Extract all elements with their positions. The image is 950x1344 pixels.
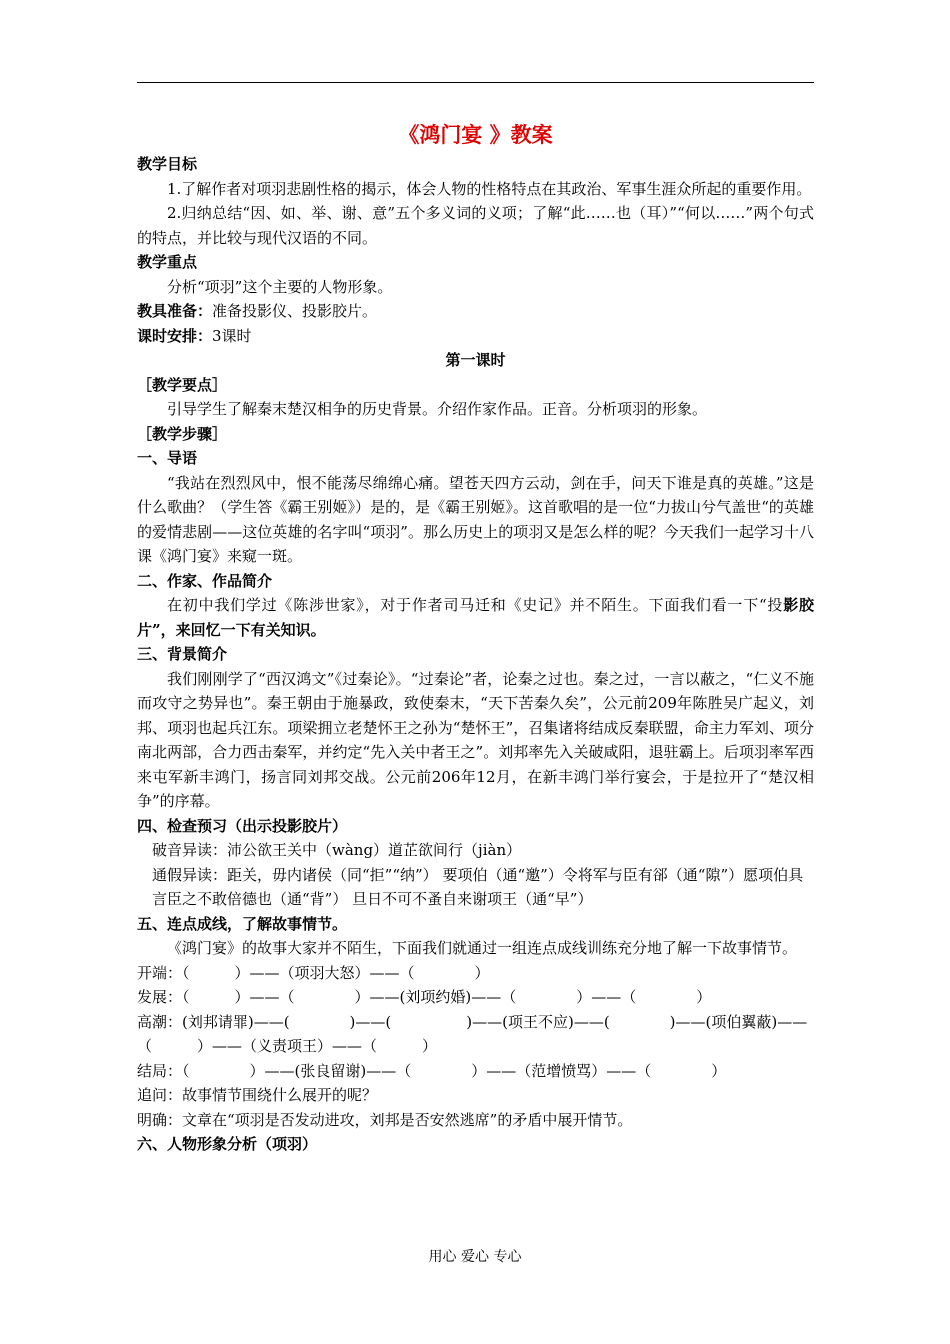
follow-up-answer: 明确：文章在“项羽是否发动进攻，刘邦是否安然逃席”的矛盾中展开情节。 [137, 1110, 633, 1129]
document-title: 《鸿门宴 》教案 [398, 122, 553, 147]
section-1-text: “我站在烈烈风中，恨不能荡尽绵绵心痛。望苍天四方云动，剑在手，问天下谁是真的英雄。”这是什么歌曲？（学生答《霸王别姬》）是的，是《霸王别姬》。这首歌唱的是一位“力拔山兮气盖世“的英雄的爱情悲剧——这位英雄的名字叫“项羽”。那么历史上的项羽又是怎么样的呢？今天我们一起学习十八课《鸿门宴》来窥一斑。 [137, 473, 814, 565]
section-2-text-plain: 在初中我们学过《陈涉世家》，对于作者司马迁和《史记》并不陌生。下面我们看一下“投 [167, 596, 784, 614]
section-4-line-2: 通假异读：距关，毋内诸侯（同“拒”“纳”） 要项伯（通“邀”）令将军与臣有郤（通“隙”）愿项伯具言臣之不敢倍德也（通“背”） 旦日不可不蚤自来谢项王（通“早”） [152, 865, 804, 908]
page-footer: 用心 爱心 专心 [428, 1249, 522, 1265]
schedule-line [137, 324, 814, 349]
section-6-heading: 六、人物形象分析（项羽） [137, 1135, 318, 1153]
plot-line-start: 开端：（ ）——（项羽大怒）——（ ） [137, 963, 490, 982]
follow-up-question: 追问：故事情节围绕什么展开的呢？ [137, 1086, 378, 1104]
focus-heading: 教学重点 [137, 253, 198, 271]
section-5-intro: 《鸿门宴》的故事大家并不陌生，下面我们就通过一组连点成线训练充分地了解一下故事情节。 [167, 939, 798, 957]
steps-label: ［教学步骤］ [137, 424, 228, 443]
tools-line [137, 299, 814, 324]
section-2-text-bold: 影胶片”，来回忆一下有关知识。 [137, 596, 814, 639]
lesson1-heading: 第一课时 [445, 351, 506, 369]
plot-line-development: 发展：（ ）——（ ）——(刘项约婚)——（ ）——（ ） [137, 988, 712, 1006]
document-body [137, 120, 814, 1157]
plot-line-ending: 结局：（ ）——(张良留谢)——（ ）——（范增愤骂）——（ ） [137, 1061, 727, 1080]
key-points-label: ［教学要点］ [137, 375, 228, 394]
tools-label: 教具准备： [137, 302, 213, 320]
objective-item-1: 1.了解作者对项羽悲剧性格的揭示，体会人物的性格特点在其政治、军事生涯众所起的重要作用。 [167, 179, 812, 198]
schedule-text: 3课时 [212, 326, 252, 345]
section-2-text [137, 593, 814, 642]
objectives-heading: 教学目标 [137, 155, 198, 173]
focus-text: 分析“项羽”这个主要的人物形象。 [167, 277, 393, 296]
header-rule [137, 82, 814, 83]
section-4-line-1: 破音异读：沛公欲王关中（wàng）道芷欲间行（jiàn） [152, 841, 522, 859]
section-5-heading: 五、连点成线，了解故事情节。 [137, 914, 348, 933]
schedule-label: 课时安排： [137, 326, 213, 345]
section-3-heading: 三、背景简介 [137, 645, 228, 663]
section-1-heading: 一、导语 [137, 449, 198, 467]
key-points-text: 引导学生了解秦末楚汉相争的历史背景。介绍作家作品。正音。分析项羽的形象。 [167, 400, 708, 418]
tools-text: 准备投影仪、投影胶片。 [212, 302, 378, 320]
plot-line-climax: 高潮：(刘邦请罪)——( )——( )——(项王不应)——( )——(项伯翼蔽)——（ ）——（义责项王）——（ ） [137, 1012, 808, 1055]
objective-item-2: 2.归纳总结“因、如、举、谢、意”五个多义词的义项；了解“此……也（耳）”“何以……”两个句式的特点，并比较与现代汉语的不同。 [137, 204, 814, 247]
section-3-text: 我们刚刚学了“西汉鸿文”《过秦论》。“过秦论”者，论秦之过也。秦之过，一言以蔽之，“仁义不施而攻守之势异也”。秦王朝由于施暴政，致使秦末，“天下苦秦久矣”，公元前209年陈胜吴广起义，刘邦、项羽也起兵江东。项梁拥立老楚怀王之孙为“楚怀王”，召集诸将结成反秦联盟，命主力军刘、项分南北两部，合力西击秦军，并约定“先入关中者王之”。刘邦率先入关破咸阳，退驻霸上。后项羽率军西来屯军新丰鸿门，扬言同刘邦交战。公元前206年12月，在新丰鸿门举行宴会，于是拉开了“楚汉相争”的序幕。 [137, 669, 814, 810]
section-2-heading: 二、作家、作品简介 [137, 571, 273, 590]
section-4-heading: 四、检查预习（出示投影胶片） [137, 816, 348, 835]
